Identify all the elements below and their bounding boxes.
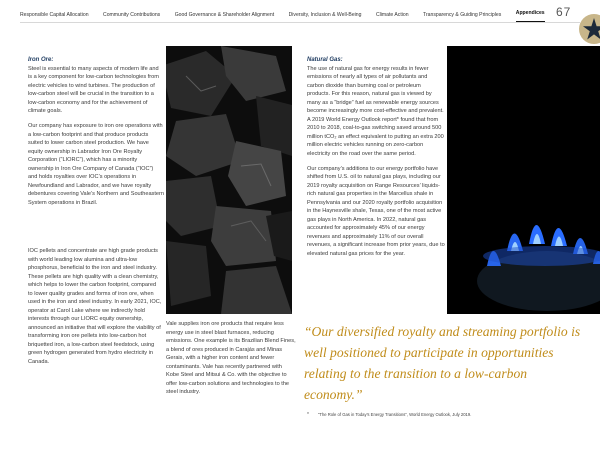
pull-quote: “Our diversified royalty and streaming portfolio is well positioned to participate in opportunities relating to the transition to a low-carbon economy.” xyxy=(304,324,581,402)
nav-item-diversity-inclusion[interactable]: Diversity, Inclusion & Well-Being xyxy=(288,12,362,18)
natural-gas-paragraph-2: Our company’s additions to our energy portfolio have shifted from U.S. oil to natural gas plays, including our 2019 royalty acquisition on Range Resources’ liquids-rich natural gas properties in the Marcellus shale in Pennsylvania and our 2020 royalty portfolio acquisition in the Haynesville shale, Texas, one of the most active gas plays in North America. In 2022, natural gas accounted for approximately 45% of our energy revenues and approximately 11% of our overall revenues, a significant increase from prior years, due to elevated natural gas prices for the year. xyxy=(307,165,445,257)
nav-item-climate-action[interactable]: Climate Action xyxy=(375,12,409,18)
natural-gas-heading: Natural Gas: xyxy=(307,57,343,63)
natural-gas-paragraph-1: The use of natural gas for energy results in fewer emissions of nearly all types of air pollutants and carbon dioxide than burning coal or petroleum products. For this reason, natural gas is viewed by many as a “bridge” fuel as renewable energy sources become increasingly more cost-effective and prevalent. A 2019 World Energy Outlook report* found that from 2010 to 2018, coal-to-gas switching saved around 500 million tCO₂ an effect equivalent to putting an extra 200 million electric vehicles running on zero-carbon electricity on the road over the same period. xyxy=(307,65,444,157)
iron-ore-rocks-image xyxy=(166,46,292,314)
footnote-mark: * xyxy=(307,412,309,418)
iron-ore-continued xyxy=(28,247,162,373)
star-badge-icon xyxy=(579,14,600,44)
gas-flame-image xyxy=(447,46,600,314)
iron-ore-paragraph-1: Steel is essential to many aspects of modern life and is a key component for low-carbon technologies from electric vehicles to wind turbines. The production of low-carbon steel will be crucial in the transition to a low-carbon economy and for the achievement of climate goals. xyxy=(28,65,159,114)
iron-ore-heading: Iron Ore: xyxy=(28,57,54,63)
footnote: “The Role of Gas in Today’s Energy Transitions”, World Energy Outlook, July 2019. xyxy=(318,412,472,417)
iron-ore-paragraph-3: IOC pellets and concentrate are high grade products with world leading low alumina and ultra-low phosphorus, beneficial to the iron and steel industry. These pellets are high quality with a clean chemistry, which helps to lower the carbon footprint, compared to lower quality grades and forms of iron ore, when used in the iron and steel industry. In early 2021, IOC, operator at Carol Lake where we indirectly hold interests through our LIORC equity ownership, announced an initiative that will explore the viability of transforming iron ore pellets into low-carbon hot briquetted iron, a low-carbon steel feedstock, using green hydrogen generated from hydro electricity in Canada. xyxy=(28,248,162,365)
iron-ore-paragraph-4: Vale supplies iron ore products that require less energy use in steel blast furnaces, reducing emissions. One example is its Brazilian Blend Fines, a blend of ores produced in Carajás and Minas Gerais, with a higher iron content and fewer contaminants. Vale has recently partnered with Kobe Steel and Mitsui & Co. with the objective to offer low-carbon solutions and technologies to the steel industry. xyxy=(166,321,296,395)
header-divider xyxy=(20,22,580,23)
natural-gas-column xyxy=(307,56,445,265)
iron-ore-vale-column xyxy=(166,320,296,403)
nav-item-transparency[interactable]: Transparency & Guiding Principles xyxy=(423,12,502,18)
iron-ore-column xyxy=(28,56,164,214)
page-number: 67 xyxy=(556,5,572,19)
section-nav xyxy=(20,8,559,22)
nav-item-community-contributions[interactable]: Community Contributions xyxy=(103,12,161,18)
iron-ore-paragraph-2: Our company has exposure to iron ore operations with a low-carbon footprint and that produce products suited to lower carbon steel production. We have equity ownership in Labrador Iron Ore Royalty Corporation (“LIORC”), which has a minority ownership in Iron Ore Company of Canada (“IOC”) and holds royalties over IOC’s operations in Newfoundland and Labrador, and we have royalty debentures covering Vale’s Northern and Southeastern System operations in Brazil. xyxy=(28,123,164,206)
nav-item-appendices[interactable]: Appendices xyxy=(516,8,545,22)
nav-item-good-governance[interactable]: Good Governance & Shareholder Alignment xyxy=(174,12,275,18)
nav-item-responsible-capital-allocation[interactable]: Responsible Capital Allocation xyxy=(20,12,89,18)
